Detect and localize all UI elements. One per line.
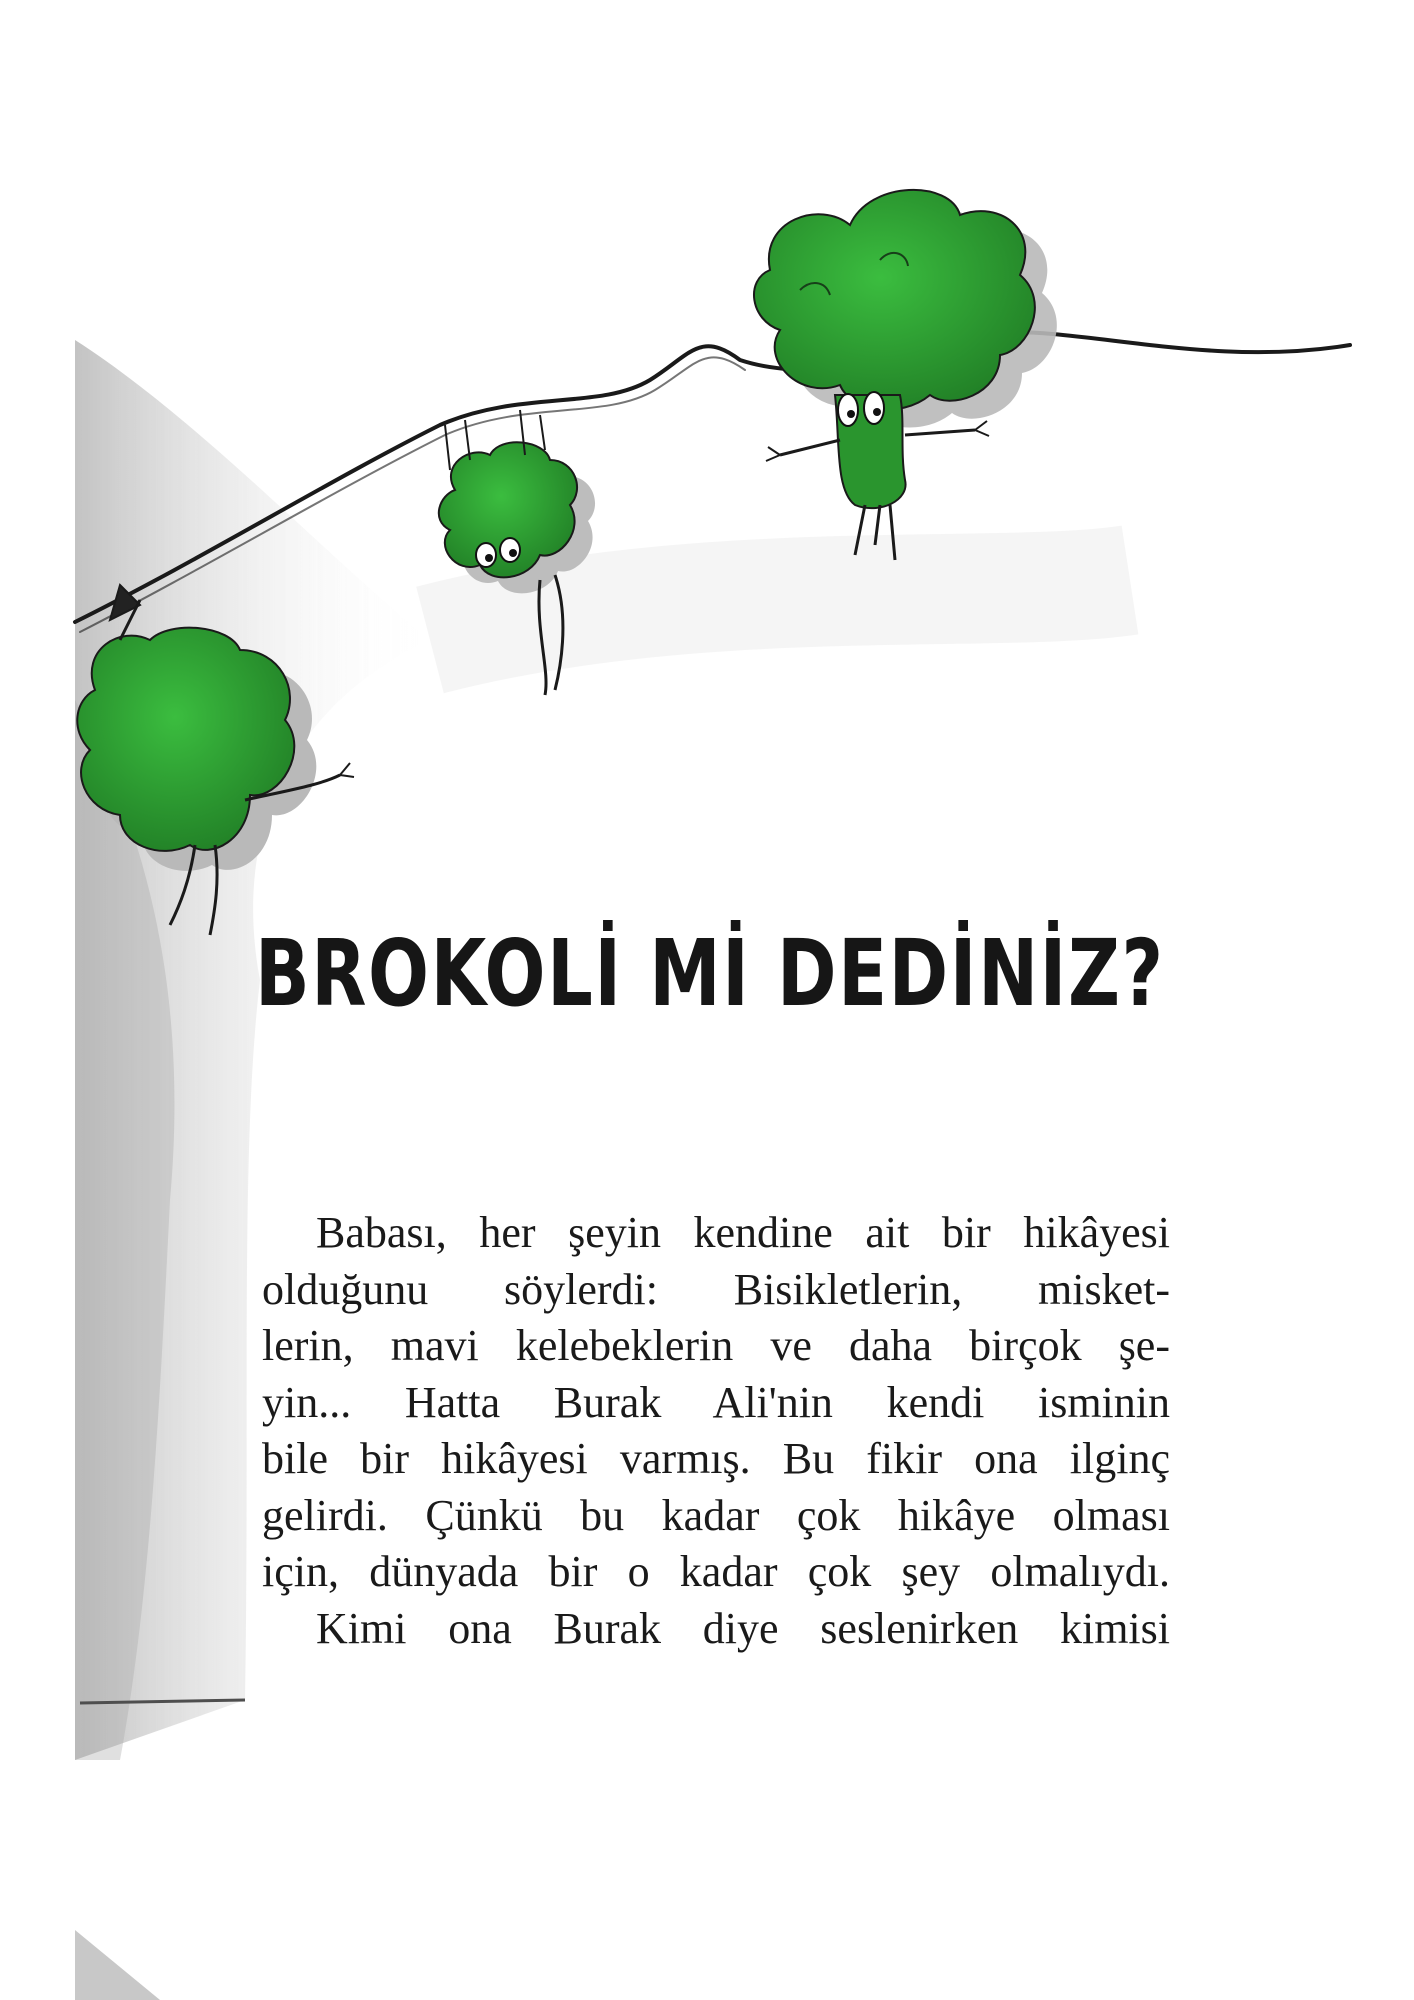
text-line: gelirdi. Çünkü bu kadar çok hikâye olması [262, 1490, 1170, 1540]
broccoli-right [754, 190, 1057, 560]
body-text [262, 1205, 1170, 1657]
text-line: lerin, mavi kelebeklerin ve daha birçok şe- [262, 1321, 1170, 1370]
text-line: için, dünyada bir o kadar çok şey olmalıydı. [262, 1547, 1170, 1596]
text-line: yin... Hatta Burak Ali'nin kendi isminin [262, 1377, 1170, 1427]
chapter-title: BROKOLİ Mİ DEDİNİZ? [254, 920, 1165, 1027]
text-line: bile bir hikâyesi varmış. Bu fikir ona ilginç [262, 1434, 1170, 1483]
text-line: Kimi ona Burak diye seslenirken kimisi [316, 1603, 1170, 1653]
text-line: olduğunu söylerdi: Bisikletlerin, misket- [262, 1264, 1170, 1314]
text-line: Babası, her şeyin kendine ait bir hikâyesi [316, 1208, 1170, 1257]
charcoal-smudge [75, 340, 430, 2000]
